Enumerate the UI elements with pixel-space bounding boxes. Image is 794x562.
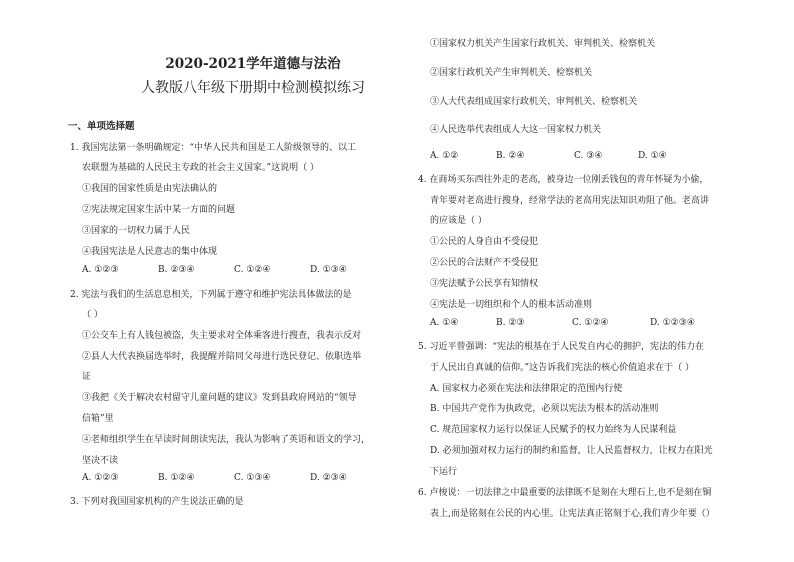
q2-option-1: ①公交车上有人钱包被盗，失主要求对全体乘客进行搜查，我表示反对 [82, 331, 362, 341]
q3-choice-c[interactable]: C. ③④ [574, 151, 603, 161]
q1-option-3: ③国家的一切权力属于人民 [82, 226, 191, 236]
q1-stem-line2: 农联盟为基础的人民民主专政的社会主义国家。”这说明（ ） [82, 163, 319, 173]
q1-option-2: ②宪法规定国家生活中某一方面的问题 [82, 205, 236, 215]
q4-stem-line3: 的应该是（ ） [430, 216, 487, 226]
doc-title-line1: 2020-2021学年道德与法治 [165, 56, 341, 72]
q1-option-1: ①我国的国家性质是由宪法确认的 [82, 184, 218, 194]
q4-choice-c[interactable]: C. ①②④ [572, 318, 609, 328]
q6-stem-line2: 表上,而是铭刻在公民的内心里。让宪法真正铭刻于心,我们青少年要（） [430, 509, 715, 519]
q5-choice-c[interactable]: C. 规范国家权力运行以保证人民赋予的权力始终为人民谋利益 [430, 425, 677, 435]
q4-choices [430, 318, 695, 328]
q1-option-4: ④我国宪法是人民意志的集中体现 [82, 247, 218, 257]
q3-choices [430, 151, 667, 161]
q1-choice-a[interactable]: A. ①②③ [82, 265, 119, 275]
q5-stem-line1: 5. 习近平曾强调：“宪法的根基在于人民发自内心的拥护，宪法的伟力在 [418, 342, 705, 352]
q5-choice-a[interactable]: A. 国家权力必须在宪法和法律限定的范围内行使 [430, 384, 623, 394]
q2-stem-line1: 2. 宪法与我们的生活息息相关，下列属于遵守和维护宪法具体做法的是 [70, 290, 352, 300]
q5-stem-line2: 于人民出自真诚的信仰。”这告诉我们宪法的核心价值追求在于（ ） [430, 363, 694, 373]
q4-choice-b[interactable]: B. ②③ [496, 318, 525, 328]
q5-choice-d-line1[interactable]: D. 必须加强对权力运行的制约和监督，让人民监督权力，让权力在阳光 [430, 446, 713, 456]
q1-choice-d[interactable]: D. ①③④ [310, 265, 347, 275]
q5-choice-d-line2: 下运行 [430, 467, 458, 477]
q2-option-2-line2: 证 [82, 372, 92, 382]
q2-option-3-line2: 信箱”里 [82, 414, 114, 424]
q2-choice-c[interactable]: C. ①③④ [234, 473, 271, 483]
q1-choice-b[interactable]: B. ②③④ [158, 265, 195, 275]
q2-option-3-line1: ③我把《关于解决农村留守儿童问题的建议》发到县政府网站的“领导 [82, 393, 357, 403]
doc-title-line2: 人教版八年级下册期中检测模拟练习 [141, 80, 365, 96]
q5-choice-b[interactable]: B. 中国共产党作为执政党，必须以宪法为根本的活动准则 [430, 404, 659, 414]
q2-choice-b[interactable]: B. ①②④ [158, 473, 195, 483]
q3-option-1: ①国家权力机关产生国家行政机关、审判机关、检察机关 [430, 39, 656, 49]
q4-stem-line2: 青年要对老高进行搜身，经常学法的老高用宪法知识劝阻了他。老高讲 [430, 196, 710, 206]
q3-option-3: ③人大代表组成国家行政机关、审判机关、检察机关 [430, 97, 638, 107]
q1-choice-c[interactable]: C. ①②④ [234, 265, 271, 275]
q2-option-2-line1: ②县人大代表换届选举时，我提醒并陪同父母进行选民登记、依职选举 [82, 352, 362, 362]
q4-option-4: ④宪法是一切组织和个人的根本活动准则 [430, 300, 593, 310]
q2-stem-line2: （ ） [82, 310, 103, 320]
q3-choice-a[interactable]: A. ①② [430, 151, 459, 161]
q2-choice-a[interactable]: A. ①②③ [82, 473, 119, 483]
q4-stem-line1: 4. 在商场买东西往外走的老高，被身边一位刚丢钱包的青年怀疑为小偷， [418, 175, 709, 185]
q6-stem-line1: 6. 卢梭说：一切法律之中最重要的法律既不是刻在大理石上,也不是刻在铜 [418, 488, 712, 498]
q4-choice-d[interactable]: D. ①②③④ [650, 318, 695, 328]
q2-choice-d[interactable]: D. ②③④ [310, 473, 347, 483]
q4-option-2: ②公民的合法财产不受侵犯 [430, 258, 539, 268]
q2-option-4-line2: 坚决不读 [82, 456, 119, 466]
q4-choice-a[interactable]: A. ①④ [430, 318, 459, 328]
q1-stem-line1: 1. 我国宪法第一条明确规定：“中华人民共和国是工人阶级领导的、以工 [70, 143, 357, 153]
q2-choices [82, 473, 347, 483]
q4-option-1: ①公民的人身自由不受侵犯 [430, 237, 539, 247]
q3-choice-b[interactable]: B. ②④ [496, 151, 525, 161]
q1-choices [82, 265, 347, 275]
q3-choice-d[interactable]: D. ①④ [638, 151, 667, 161]
q3-option-2: ②国家行政机关产生审判机关、检察机关 [430, 68, 593, 78]
q2-option-4-line1: ④老师组织学生在早读时间朗读宪法，我认为影响了英语和语文的学习， [82, 435, 371, 445]
q4-option-3: ③宪法赋予公民享有知情权 [430, 279, 539, 289]
section-heading: 一、单项选择题 [68, 121, 135, 132]
q3-stem: 3. 下列对我国国家机构的产生说法正确的是 [70, 497, 244, 507]
q3-option-4: ④人民选举代表组成人大这一国家权力机关 [430, 125, 602, 135]
